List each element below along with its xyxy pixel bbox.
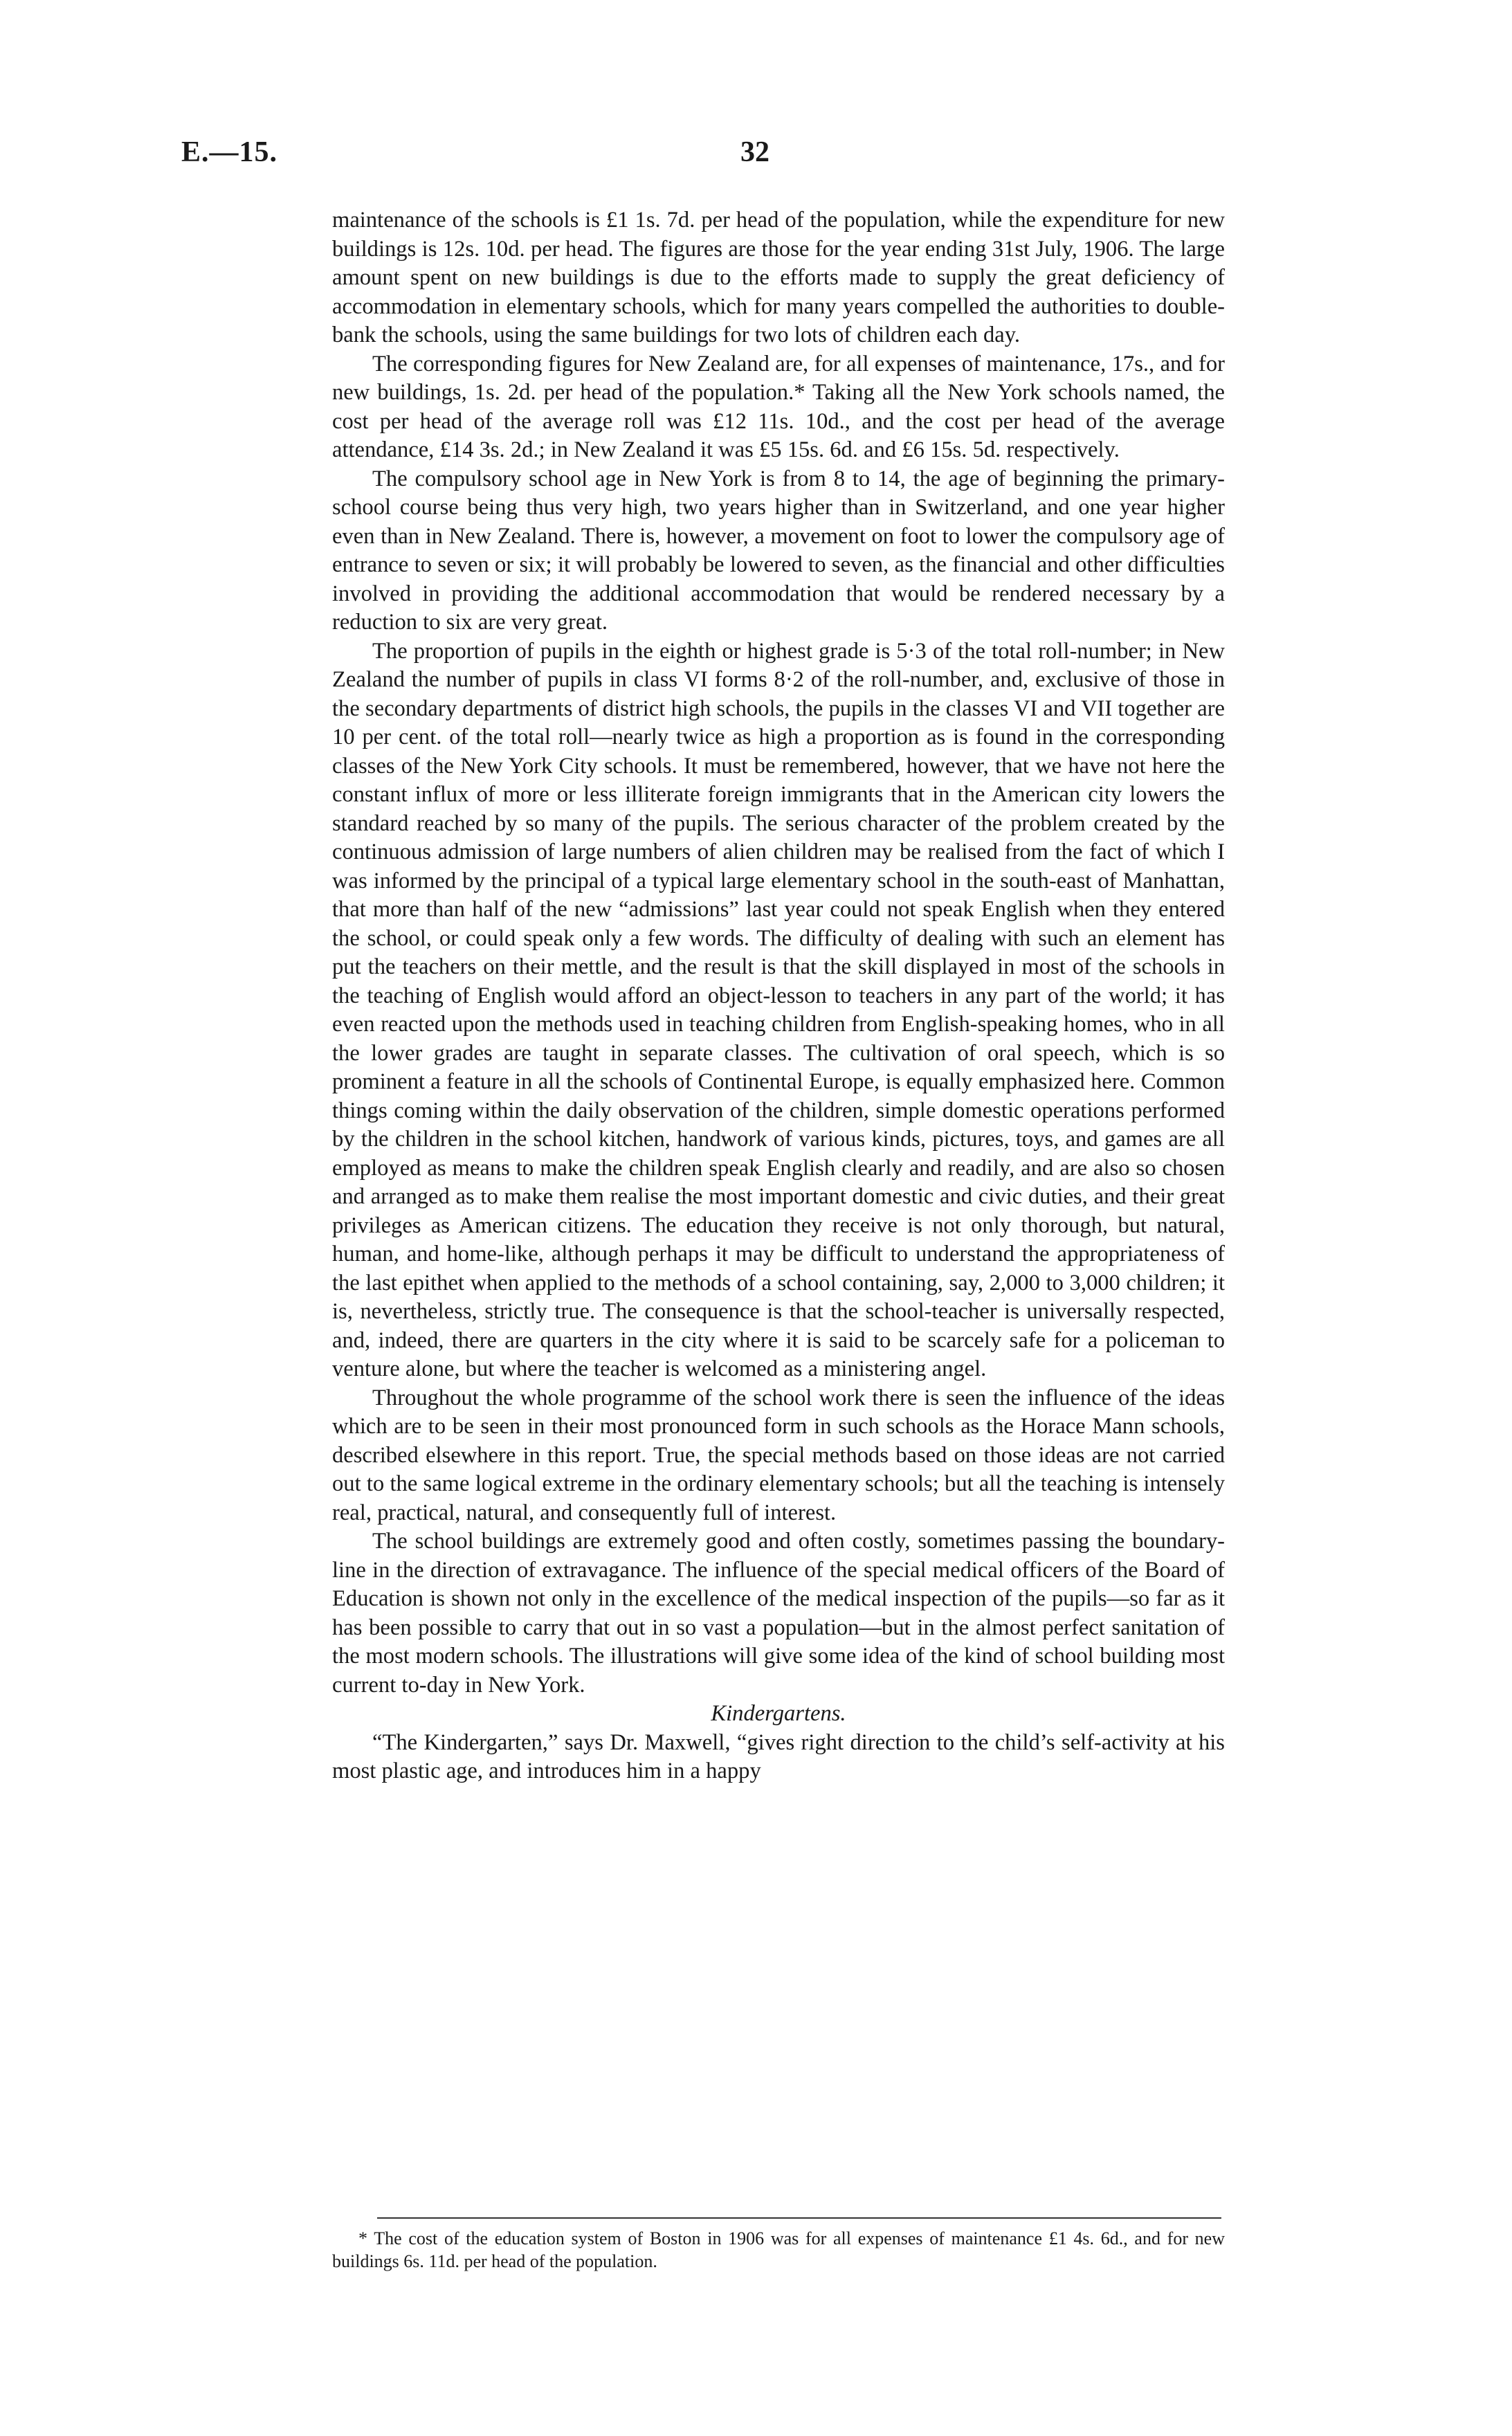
paragraph-pupil-proportion: The proportion of pupils in the eighth or highest grade is 5·3 of the total roll-number; in New Zealand the number of pupils in class VI forms 8·2 of the roll-number, and, exclusive of those in the secondary departments of district high schools, the pupils in the classes VI and VII together are 10 per cent. of the total roll—nearly twice as high a proportion as is found in the corresponding classes of the New York City schools. It must be remembered, however, that we have not here the constant influx of more or less illiterate foreign immigrants that in the American city lowers the standard reached by so many of the pupils. The serious character of the problem created by the continuous admission of large numbers of alien children may be realised from the fact of which I was informed by the principal of a typical large elementary school in the south-east of Manhattan, that more than half of the new “admissions” last year could not speak English when they entered the school, or could speak only a few words. The difficulty of dealing with such an element has put the teachers on their mettle, and the result is that the skill displayed in most of the schools in the teaching of English would afford an object-lesson to teachers in any part of the world; it has even reacted upon the methods used in teaching children from English-speaking homes, who in all the lower grades are taught in separate classes. The cultivation of oral speech, which is so prominent a feature in all the schools of Continental Europe, is equally emphasized here. Common things coming within the daily observation of the children, simple domestic operations performed by the children in the school kitchen, handwork of various kinds, pictures, toys, and games are all employed as means to make the children speak English clearly and readily, and are also so chosen and arranged as to make them realise the most important domestic and civic duties, and their great privileges as American citizens. The education they receive is not only thorough, but natural, human, and home-like, although perhaps it may be difficult to understand the appropriateness of the last epithet when applied to the methods of a school containing, say, 2,000 to 3,000 children; it is, nevertheless, strictly true. The consequence is that the school-teacher is universally respected, and, indeed, there are quarters in the city where it is said to be scarcely safe for a policeman to venture alone, but where the teacher is welcomed as a ministering angel.: [332, 638, 1225, 1381]
footnote: * The cost of the education system of Boston in 1906 was for all expenses of maintenance £1 4s. 6d., and for new buildings 6s. 11d. per head of the population.: [332, 2228, 1225, 2271]
section-heading-kindergartens: Kindergartens.: [711, 1701, 846, 1726]
paragraph-new-zealand-figures: The corresponding figures for New Zealand are, for all expenses of maintenance, 17s., and for new buildings, 1s. 2d. per head of the population.* Taking all the New York schools named, the cost per head of the average roll was £12 11s. 10d., and the cost per head of the average attendance, £14 3s. 2d.; in New Zealand it was £5 15s. 6d. and £6 15s. 5d. respectively.: [332, 351, 1225, 462]
paragraph-programme-ideas: Throughout the whole programme of the school work there is seen the influence of the ideas which are to be seen in their most pronounced form in such schools as the Horace Mann schools, described elsewhere in this report. True, the special methods based on those ideas are not carried out to the same logical extreme in the ordinary elementary schools; but all the teaching is intensely real, practical, natural, and consequently full of interest.: [332, 1385, 1225, 1525]
paragraph-maintenance-costs: maintenance of the schools is £1 1s. 7d. per head of the population, while the expenditure for new buildings is 12s. 10d. per head. The figures are those for the year ending 31st July, 1906. The large amount spent on new buildings is due to the efforts made to supply the great deficiency of accommodation in elementary schools, which for many years compelled the authorities to double-bank the schools, using the same buildings for two lots of children each day.: [332, 208, 1225, 347]
page-number: 32: [740, 136, 769, 168]
paragraph-school-buildings: The school buildings are extremely good and often costly, sometimes passing the boundary-line in the direction of extravagance. The influence of the special medical officers of the Board of Education is shown not only in the excellence of the medical inspection of the pupils—so far as it has been possible to carry that out in so vast a population—but in the almost perfect sanitation of the most modern schools. The illustrations will give some idea of the kind of school building most current to-day in New York.: [332, 1529, 1225, 1698]
paragraph-kindergarten-quote: “The Kindergarten,” says Dr. Maxwell, “gives right direction to the child’s self-activity at his most plastic age, and introduces him in a happy: [332, 1729, 1225, 1783]
body-text: [332, 206, 1225, 1786]
report-reference: E.—15.: [181, 136, 278, 168]
paragraph-compulsory-age: The compulsory school age in New York is from 8 to 14, the age of beginning the primary-school course being thus very high, two years higher than in Switzerland, and one year higher even than in New Zealand. There is, however, a movement on foot to lower the compulsory age of entrance to seven or six; it will probably be lowered to seven, as the financial and other difficulties involved in providing the additional accommodation that would be rendered necessary by a reduction to six are very great.: [332, 466, 1225, 635]
page-header: [0, 136, 1512, 177]
footnote-divider: [377, 2217, 1221, 2219]
